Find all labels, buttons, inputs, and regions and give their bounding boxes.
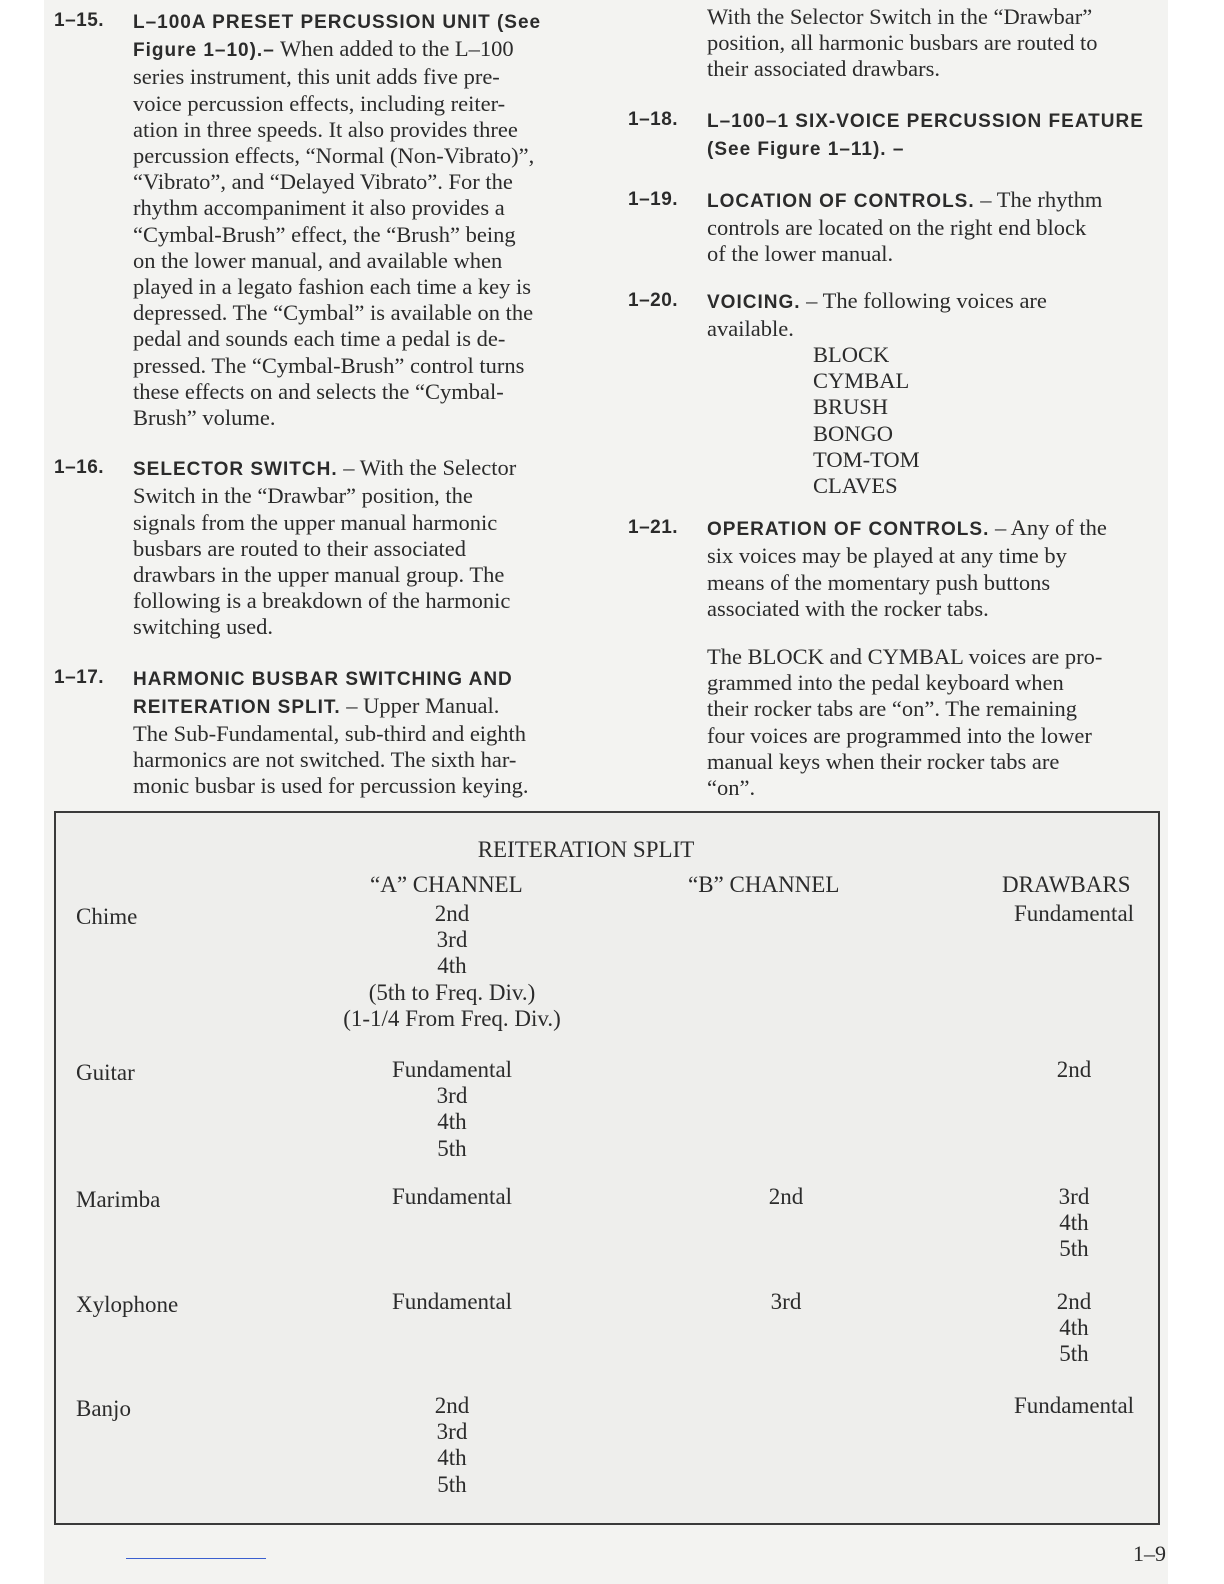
cell-a-value: Fundamental [391,1184,513,1209]
voice-programming-paragraph [707,644,1168,801]
body-line: means of the momentary push buttons [707,569,1051,595]
row-instrument: Banjo [76,1396,131,1421]
cell-d-value: Fundamental [1013,1393,1135,1418]
cell-b-value: 3rd [770,1289,802,1314]
body-line: “Cymbal-Brush” effect, the “Brush” being [133,221,516,247]
body-line: voice percussion effects, including reiter- [133,90,506,116]
section-1-18 [628,107,1168,163]
body-line: – Upper Manual. [340,692,500,718]
cell-a-value: (1-1/4 From Freq. Div.) [343,1005,561,1031]
section-heading-cont: (See Figure 1–11). – [707,138,905,160]
body-line: played in a legato fashion each time a key is [133,274,531,300]
voice-item: BRUSH [813,394,889,420]
body-line: series instrument, this unit adds five pre- [133,64,500,90]
body-line: signals from the upper manual harmonic [133,509,498,535]
cell-d-value: 5th [1059,1341,1089,1367]
cell-d-value: 4th [1059,1210,1089,1236]
section-number: 1–19. [628,189,679,211]
voice-item: BONGO [813,420,894,446]
section-number: 1–17. [54,666,105,688]
body-line: – The following voices are [800,287,1047,313]
intro-paragraph [707,4,1168,83]
section-number: 1–15. [54,10,105,31]
body-line: six voices may be played at any time by [707,543,1067,569]
body-line: With the Selector Switch in the “Drawbar” [707,4,1093,29]
section-1-17 [54,665,594,800]
row-instrument: Marimba [76,1187,161,1212]
section-number: 1–21. [628,517,679,539]
voice-item: CYMBAL [813,368,910,394]
body-line: drawbars in the upper manual group. The [133,562,505,588]
right-column [628,4,1168,801]
body-line: ation in three speeds. It also provides three [133,116,518,142]
section-1-15 [54,8,594,431]
body-line: these effects on and selects the “Cymbal- [133,378,504,404]
voice-item: BLOCK [813,342,890,368]
body-line: monic busbar is used for percussion keying. [133,773,529,799]
body-line: grammed into the pedal keyboard when [707,670,1064,696]
voice-item: TOM-TOM [813,446,920,472]
cell-d-value: 5th [1059,1236,1089,1262]
body-line: following is a breakdown of the harmonic [133,588,511,614]
cell-a-value: 3rd [436,927,468,953]
section-heading: L–100–1 SIX-VOICE PERCUSSION FEATURE [707,110,1144,132]
body-line: busbars are routed to their associated [133,535,467,561]
body-line: on the lower manual, and available when [133,247,503,273]
left-column [54,8,594,800]
body-line: “Vibrato”, and “Delayed Vibrato”. For the [133,169,513,195]
reiteration-split-table [54,811,1160,1525]
footer-rule [126,1558,266,1559]
cell-a-value: 5th [437,1471,467,1497]
cell-a-value: 2nd [434,901,470,926]
body-line: harmonics are not switched. The sixth har- [133,747,517,773]
cell-a-value: Fundamental [391,1057,513,1082]
voice-list [628,342,1168,499]
section-heading-cont: REITERATION SPLIT. [133,696,341,718]
body-line: Brush” volume. [133,405,276,431]
cell-d-value: Fundamental [1013,901,1135,926]
body-line: controls are located on the right end block [707,215,1087,241]
body-line: associated with the rocker tabs. [707,595,989,621]
body-line: The Sub-Fundamental, sub-third and eighth [133,721,527,747]
body-line: manual keys when their rocker tabs are [707,748,1060,774]
section-heading: LOCATION OF CONTROLS. [707,191,975,213]
section-1-19 [628,187,1168,268]
body-line: Switch in the “Drawbar” position, the [133,483,473,509]
row-instrument: Guitar [76,1060,135,1085]
section-1-20 [628,288,1168,500]
body-line: percussion effects, “Normal (Non-Vibrato)”, [133,143,535,169]
cell-d-value: 3rd [1058,1184,1090,1209]
section-heading: L–100A PRESET PERCUSSION UNIT (See [133,12,542,33]
body-line: pedal and sounds each time a pedal is de- [133,326,506,352]
section-heading: HARMONIC BUSBAR SWITCHING AND [133,668,513,690]
section-1-21 [628,515,1168,622]
cell-b-value: 2nd [768,1184,804,1209]
cell-a-value: 3rd [436,1083,468,1109]
cell-a-value: 2nd [434,1393,470,1418]
cell-d-value: 2nd [1056,1057,1092,1082]
body-line: When added to the L–100 [280,36,514,62]
voice-item: CLAVES [813,473,898,499]
body-line: their associated drawbars. [707,56,941,82]
body-line: – Any of the [989,515,1107,541]
cell-a-value: 3rd [436,1419,468,1445]
body-line: their rocker tabs are “on”. The remaining [707,696,1078,722]
cell-a-value: Fundamental [391,1289,513,1314]
cell-a-value: 5th [437,1135,467,1161]
body-line: available. [707,315,794,341]
body-line: pressed. The “Cymbal-Brush” control turns [133,352,525,378]
row-instrument: Xylophone [76,1292,179,1317]
body-line: of the lower manual. [707,241,894,267]
cell-a-value: 4th [437,953,467,979]
body-line: switching used. [133,614,273,640]
cell-a-value: 4th [437,1109,467,1135]
header-drawbars: DRAWBARS [1002,872,1131,897]
section-heading: VOICING. [707,291,801,313]
cell-d-value: 2nd [1056,1289,1092,1314]
body-line: four voices are programmed into the lower [707,722,1092,748]
body-line: “on”. [707,775,756,801]
section-heading: SELECTOR SWITCH. [133,459,338,481]
body-line: – The rhythm [974,187,1103,213]
row-instrument: Chime [76,904,138,929]
body-line: The BLOCK and CYMBAL voices are pro- [707,644,1103,670]
section-heading-cont: Figure 1–10).– [133,40,275,62]
cell-a-value: 4th [437,1445,467,1471]
body-line: position, all harmonic busbars are routed to [707,30,1098,56]
header-a-channel: “A” CHANNEL [370,872,523,897]
section-1-16 [54,455,594,640]
section-number: 1–16. [54,457,105,479]
body-line: rhythm accompaniment it also provides a [133,195,505,221]
cell-d-value: 4th [1059,1315,1089,1341]
cell-a-value: (5th to Freq. Div.) [368,979,536,1005]
body-line: depressed. The “Cymbal” is available on the [133,300,534,326]
section-heading: OPERATION OF CONTROLS. [707,519,990,541]
page-number: 1–9 [1133,1541,1166,1566]
header-b-channel: “B” CHANNEL [688,872,840,897]
section-number: 1–18. [628,108,679,130]
section-number: 1–20. [628,289,679,311]
body-line: – With the Selector [337,455,517,481]
table-title: REITERATION SPLIT [477,837,695,862]
